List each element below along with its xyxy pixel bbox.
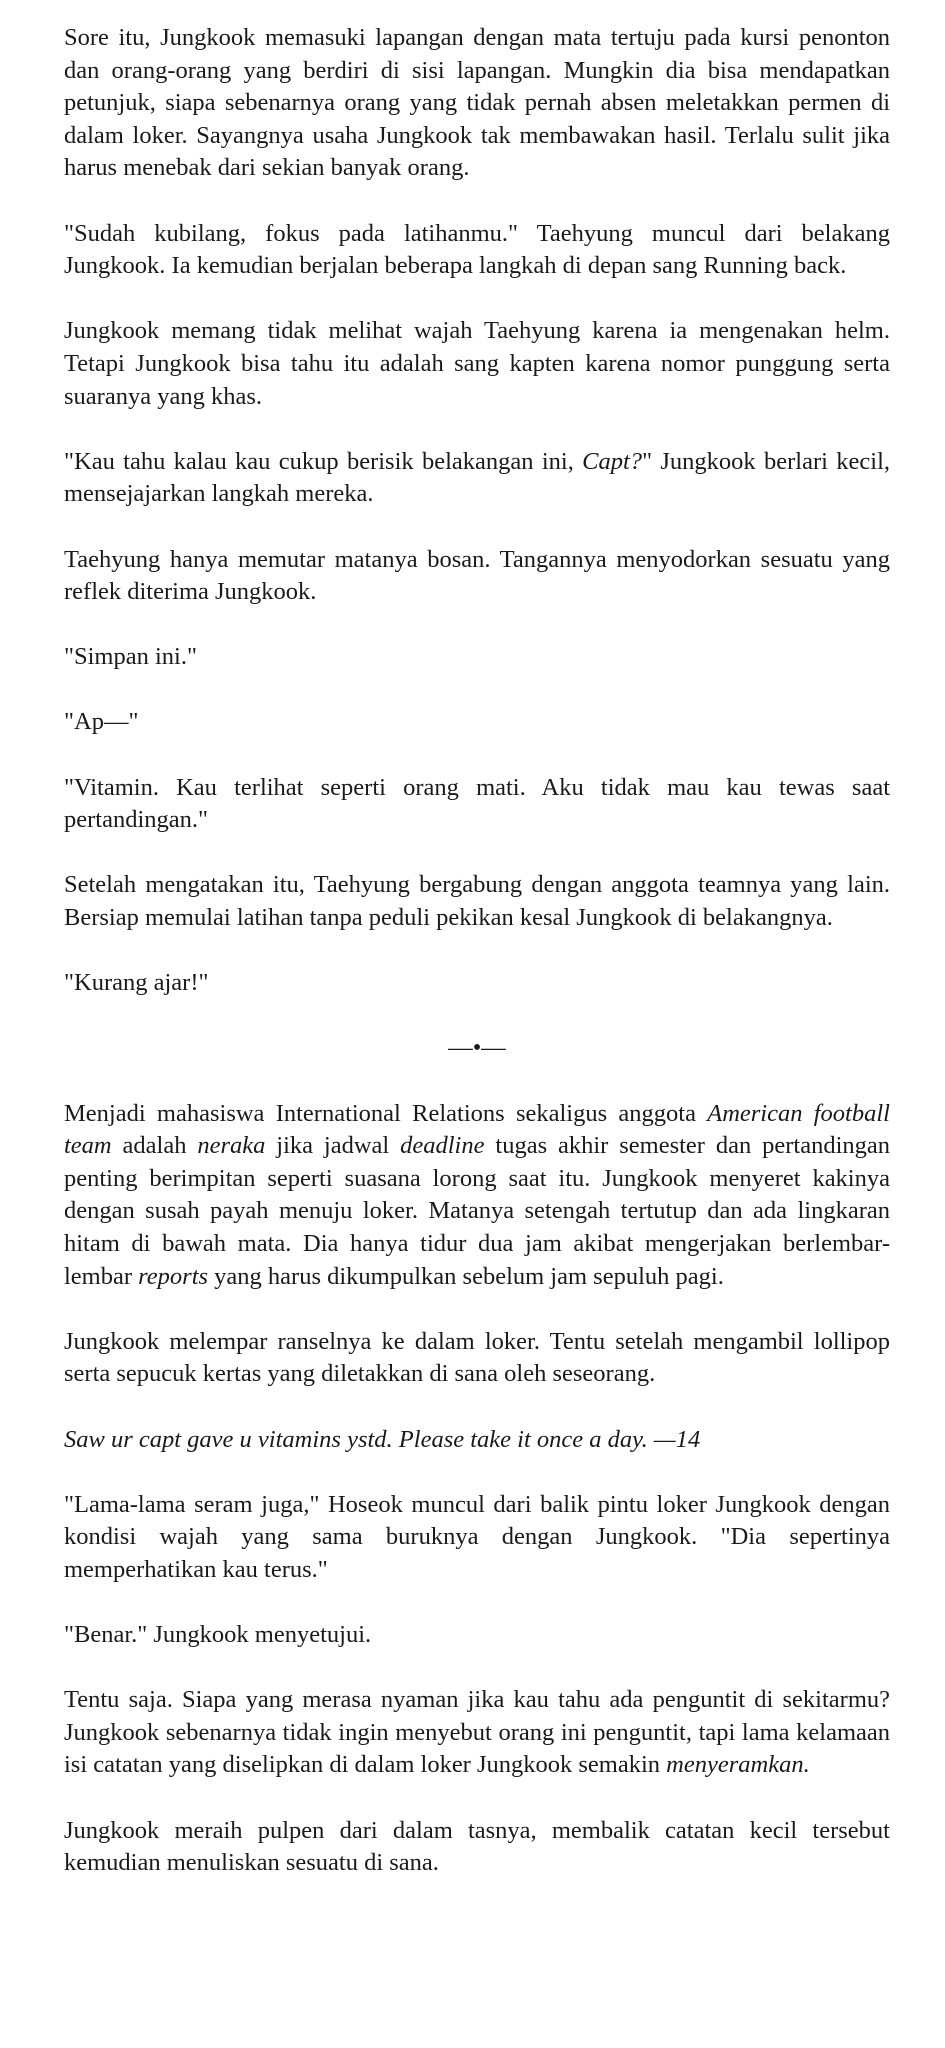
text-segment: Tentu saja. Siapa yang merasa nyaman jika kau tahu ada penguntit di sekitarmu? Jungkook sebenarnya tidak ingin menyebut orang ini penguntit, tapi lama kelamaan isi catatan yang diselipkan di dalam loker Jungkook semakin bbox=[64, 1686, 890, 1779]
paragraph-7: "Ap—" bbox=[64, 708, 139, 736]
paragraph-12: Jungkook melempar ranselnya ke dalam loker. Tentu setelah mengambil lollipop serta sepucuk kertas yang diletakkan di sana oleh seseorang. bbox=[64, 1327, 890, 1388]
story-text bbox=[64, 22, 890, 1912]
text-segment: yang harus dikumpulkan sebelum jam sepuluh pagi. bbox=[208, 1262, 724, 1290]
paragraph-10: "Kurang ajar!" bbox=[64, 969, 209, 997]
text-segment: jika jadwal bbox=[265, 1132, 401, 1160]
italic-segment: menyeramkan. bbox=[666, 1751, 810, 1779]
text-segment: tugas akhir semester dan pertandingan penting berimpitan seperti suasana lorong saat itu. Jungkook menyeret kakinya dengan susah payah menuju loker. Matanya setengah tertutup dan ada lingkaran hitam di bawah mata. Dia hanya tidur dua jam akibat mengerjakan berlembar-lembar bbox=[64, 1132, 891, 1290]
italic-segment: deadline bbox=[400, 1132, 485, 1160]
paragraph-8: "Vitamin. Kau terlihat seperti orang mati. Aku tidak mau kau tewas saat pertandingan." bbox=[64, 773, 890, 834]
paragraph-15 bbox=[64, 1684, 890, 1782]
locker-note bbox=[64, 1424, 890, 1457]
text-segment: " Jungkook berlari kecil, mensejajarkan langkah mereka. bbox=[64, 447, 890, 508]
paragraph-11 bbox=[64, 1098, 890, 1294]
text-segment: "Kau tahu kalau kau cukup berisik belakangan ini, bbox=[64, 447, 583, 475]
note-text: Saw ur capt gave u vitamins ystd. Please take it once a day. —14 bbox=[64, 1425, 701, 1453]
paragraph-14: "Benar." Jungkook menyetujui. bbox=[64, 1621, 372, 1649]
scene-separator: —•— bbox=[448, 1034, 506, 1062]
italic-segment: neraka bbox=[197, 1132, 266, 1160]
paragraph-3: Jungkook memang tidak melihat wajah Taehyung karena ia mengenakan helm. Tetapi Jungkook bisa tahu itu adalah sang kapten karena nomor punggung serta suaranya yang khas. bbox=[64, 317, 890, 410]
paragraph-1: Sore itu, Jungkook memasuki lapangan dengan mata tertuju pada kursi penonton dan orang-orang yang berdiri di sisi lapangan. Mungkin dia bisa mendapatkan petunjuk, siapa sebenarnya orang yang tidak pernah absen meletakkan permen di dalam loker. Sayangnya usaha Jungkook tak membawakan hasil. Terlalu sulit jika harus menebak dari sekian banyak orang. bbox=[64, 24, 890, 182]
paragraph-2: "Sudah kubilang, fokus pada latihanmu." Taehyung muncul dari belakang Jungkook. Ia kemudian berjalan beberapa langkah di depan sang Running back. bbox=[64, 219, 890, 280]
paragraph-4 bbox=[64, 446, 890, 511]
italic-segment: reports bbox=[138, 1262, 209, 1290]
paragraph-9: Setelah mengatakan itu, Taehyung bergabung dengan anggota teamnya yang lain. Bersiap memulai latihan tanpa peduli pekikan kesal Jungkook di belakangnya. bbox=[64, 871, 890, 932]
italic-segment: Capt? bbox=[582, 447, 643, 475]
italic-segment: American football team bbox=[64, 1099, 890, 1160]
paragraph-6: "Simpan ini." bbox=[64, 643, 197, 671]
paragraph-13: "Lama-lama seram juga," Hoseok muncul dari balik pintu loker Jungkook dengan kondisi wajah yang sama buruknya dengan Jungkook. "Dia sepertinya memperhatikan kau terus." bbox=[64, 1490, 890, 1583]
paragraph-5: Taehyung hanya memutar matanya bosan. Tangannya menyodorkan sesuatu yang reflek diterima Jungkook. bbox=[64, 545, 890, 606]
text-segment: adalah bbox=[111, 1132, 198, 1160]
paragraph-16: Jungkook meraih pulpen dari dalam tasnya, membalik catatan kecil tersebut kemudian menuliskan sesuatu di sana. bbox=[64, 1816, 890, 1877]
text-segment: Menjadi mahasiswa International Relations sekaligus anggota bbox=[64, 1099, 708, 1127]
